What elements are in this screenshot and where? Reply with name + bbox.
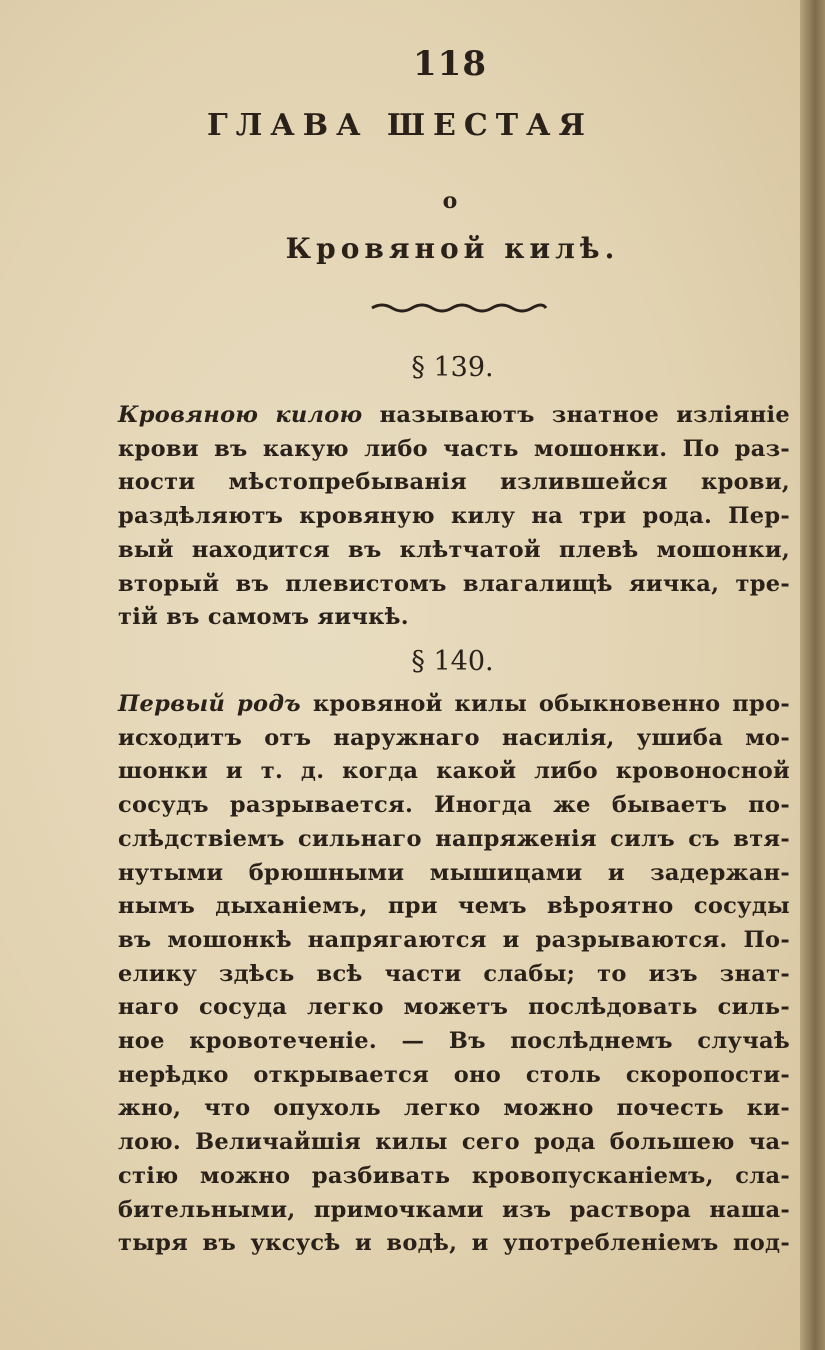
paragraph-line: вторый въ плевистомъ влагалищѣ яичка, тре-: [118, 570, 790, 597]
paragraph-line: шонки и т. д. когда какой либо кровоносной: [118, 758, 790, 785]
paragraph-line: сосудъ разрывается. Иногда же бываетъ по-: [118, 792, 790, 819]
paragraph-line: раздѣляютъ кровяную килу на три рода. Пер-: [118, 503, 790, 530]
paragraph-line: ное кровотеченіе. — Въ послѣднемъ случаѣ: [118, 1028, 790, 1055]
chapter-subtitle: Кровяной килѣ.: [285, 232, 620, 265]
paragraph-line: елику здѣсь всѣ части слабы; то изъ знат-: [118, 960, 790, 987]
paragraph-line: лою. Величайшія килы сего рода большею ча-: [118, 1129, 790, 1156]
paragraph-139: [118, 399, 790, 635]
paragraph-line: исходитъ отъ наружнаго насилія, ушиба мо-: [118, 724, 790, 751]
paragraph-line: Кровяною килою называютъ знатное изліяніе: [118, 402, 791, 428]
paragraph-line: нутыми брюшными мышицами и задержан-: [118, 859, 790, 886]
ornament-divider: [370, 298, 548, 316]
paragraph-line: крови въ какую либо часть мошонки. По раз-: [118, 435, 790, 462]
paragraph-line: бительными, примочками изъ раствора наша-: [118, 1196, 790, 1223]
paragraph-line: вый находится въ клѣтчатой плевѣ мошонки,: [118, 536, 790, 563]
italic-term: Кровяною килою: [118, 402, 363, 428]
paragraph-line: ности мѣстопребыванія излившейся крови,: [118, 469, 790, 496]
chapter-preposition: о: [442, 188, 458, 214]
paragraph-line: нымъ дыханіемъ, при чемъ вѣроятно сосуды: [118, 893, 790, 920]
page-number: 118: [413, 44, 487, 84]
page-edge-shadow: [800, 0, 825, 1350]
paragraph-line: слѣдствіемъ сильнаго напряженія силъ съ втя-: [118, 825, 790, 852]
paragraph-line: тыря въ уксусѣ и водѣ, и употребленіемъ под-: [118, 1230, 790, 1257]
paragraph-line: наго сосуда легко можетъ послѣдовать силь-: [118, 994, 790, 1021]
section-heading-140: § 140.: [411, 646, 494, 677]
paragraph-line: жно, что опухоль легко можно почесть ки-: [118, 1095, 790, 1122]
paragraph-line: Первый родъ кровяной килы обыкновенно про-: [118, 691, 791, 717]
paragraph-140: [118, 688, 790, 1261]
chapter-title: ГЛАВА ШЕСТАЯ: [207, 108, 593, 143]
paragraph-line: нерѣдко открывается оно столь скоропости-: [118, 1061, 790, 1088]
paragraph-line: стію можно разбивать кровопусканіемъ, сла-: [118, 1162, 790, 1189]
paragraph-line: тій въ самомъ яичкѣ.: [118, 604, 409, 631]
italic-term: Первый родъ: [118, 691, 301, 717]
paragraph-line: въ мошонкѣ напрягаются и разрываются. По-: [118, 926, 790, 953]
section-heading-139: § 139.: [411, 352, 494, 383]
